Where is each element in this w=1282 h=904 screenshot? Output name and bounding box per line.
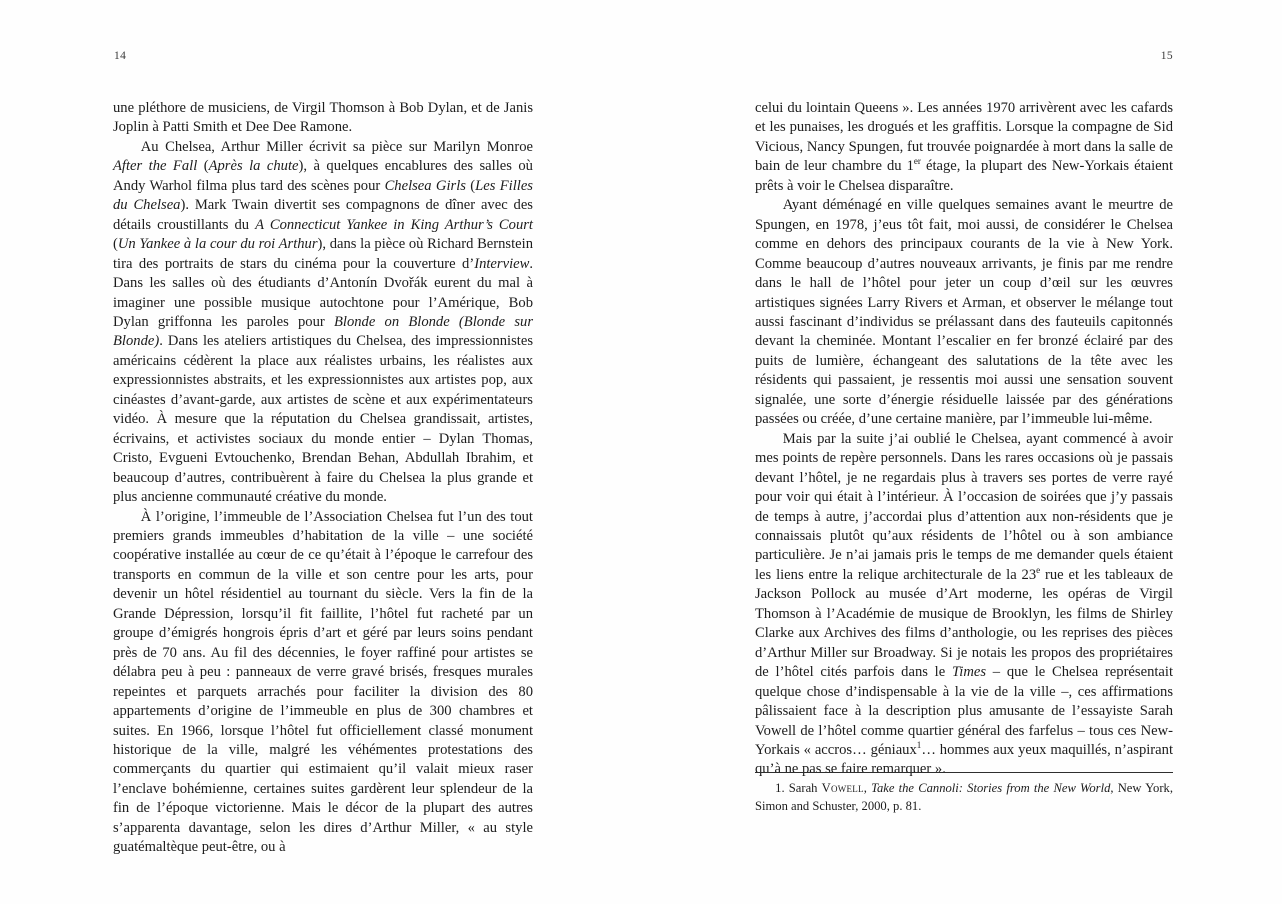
italic-text: Times <box>951 664 987 681</box>
italic-text: Chelsea Girls <box>384 177 466 194</box>
text-column-right <box>755 99 1173 780</box>
italic-text: Take the Cannoli: Stories from the New World <box>871 781 1111 795</box>
italic-text: Interview <box>474 255 530 272</box>
text-run: … hommes aux yeux maquillés, n’aspirant qu’à ne pas se faire remarquer ». <box>755 741 1173 778</box>
text-run: étage, la plupart des New-Yorkais étaient prêts à voir le Chelsea disparaître. <box>755 158 1173 194</box>
text-run: , New York, Simon and Schuster, 2000, p. 81. <box>755 781 1173 813</box>
text-run: Mais par la suite j’ai oublié le Chelsea, ayant commencé à avoir mes points de repère personnels. Dans les rares occasions où je passais devant l’hôtel, je ne regardais plus à travers ses portes de verre rayé pour voir qui était à l’intérieur. À l’occasion de soirées que j’y passais de temps à autre, j’accordai plus d’attention aux non-résidents que je connaissais plutôt qu’aux résidents de l’hôtel ou à son ambiance particulière. Je n’ai jamais pris le temps de me demander quels étaient les liens entre la relique architecturale de la 23 <box>755 430 1173 583</box>
text-run: À l’origine, l’immeuble de l’Association Chelsea fut l’un des tout premiers grands immeubles d’habitation de la ville – une société coopérative installée au cœur de ce qu’était à l’époque le carrefour des transports en commun de la ville et son centre pour les arts, pour devenir un hôtel résidentiel au tournant du siècle. Vers la fin de la Grande Dépression, lorsqu’il fit faillite, l’hôtel fut racheté par un groupe d’émigrés hongrois épris d’art et géré par leurs soins pendant près de 70 ans. Au fil des décennies, le foyer raffiné pour artistes se délabra peu à peu : panneaux de verre gravé brisés, fresques murales repeintes et parquets arrachés pour faciliter la division des 80 appartements d’origine de l’immeuble en plus de 300 chambres et suites. En 1966, lorsque l’hôtel fut officiellement classé monument historique de la ville, malgré les véhémentes protestations des commerçants du quartier qui estimaient qu’il valait mieux raser l’enclave bohémienne, certaines suites gardèrent leur splendeur de la fin de l’époque victorienne. Mais le décor de la plupart des autres s’apparenta davantage, selon les dires d’Arthur Miller, « au style guatémaltèque peut-être, ou à <box>113 508 533 856</box>
paragraph <box>755 430 1173 780</box>
page-number-right: 15 <box>1160 50 1173 62</box>
italic-text: After the Fall <box>113 158 198 175</box>
text-run: ( <box>113 236 118 253</box>
paragraph <box>113 508 533 858</box>
italic-text: A Connecticut Yankee in King Arthur’s Court <box>255 216 533 233</box>
paragraph <box>755 99 1173 196</box>
footnote <box>755 772 1173 815</box>
text-run: Au Chelsea, Arthur Miller écrivit sa pièce sur Marilyn Monroe <box>140 138 533 155</box>
page-number-left: 14 <box>114 50 127 62</box>
text-run: ). Mark Twain divertit ses compagnons de dîner avec des détails croustillants du <box>113 197 533 233</box>
paragraph <box>755 196 1173 429</box>
text-run: ( <box>197 158 209 175</box>
text-run: Ayant déménagé en ville quelques semaines avant le meurtre de Spungen, en 1978, j’eus tôt fait, moi aussi, de considérer le Chelsea comme en dehors des principaux courants de la vie à New York. Comme beaucoup d’autres nouveaux arrivants, je finis par me rendre dans le hall de l’hôtel pour jeter un coup d’œil sur les œuvres artistiques signées Larry Rivers et Arman, et observer le mélange tout aussi fascinant d’individus se prélassant dans des fauteuils capitonnés devant la cheminée. Montant l’escalier en fer bronzé éclairé par des puits de lumière, échangeant des salutations de la tête avec les résidents qui passaient, je ressentis moi aussi une sensation souvent signalée, une sorte d’énergie résiduelle laissée par des générations passées ou créée, d’une certaine manière, par l’immeuble lui-même. <box>755 197 1173 428</box>
footnote-text <box>755 780 1173 815</box>
text-run: celui du lointain Queens ». Les années 1970 arrivèrent avec les cafards et les punaises, les drogués et les graffitis. Lorsque la compagne de Sid Vicious, Nancy Spungen, fut trouvée poignardée à mort dans la salle de bain de leur chambre du 1 <box>755 100 1173 175</box>
superscript: e <box>1036 565 1041 576</box>
italic-text: Les Filles du Chelsea <box>113 177 533 214</box>
paragraph <box>113 99 533 138</box>
text-run: ( <box>465 177 476 194</box>
text-run: – que le Chelsea représentait quelque chose d’indispensable à la vie de la ville –, ces affirmations pâlissaient face à la description plus amusante de l’essayiste Sarah Vowell de l’hôtel comme quartier général des farfelus – tous ces New-Yorkais « accros… géniaux <box>755 664 1174 758</box>
text-run: ), à quelques encablures des salles où Andy Warhol filma plus tard des scènes pour <box>113 158 533 194</box>
superscript: 1 <box>916 740 922 751</box>
italic-text: Après la chute <box>208 158 299 175</box>
text-run: une pléthore de musiciens, de Virgil Thomson à Bob Dylan, et de Janis Joplin à Patti Smith et Dee Dee Ramone. <box>113 100 533 136</box>
text-column-left <box>113 99 533 858</box>
text-run: . Dans les ateliers artistiques du Chelsea, des impressionnistes américains cédèrent la place aux réalistes urbains, les réalistes aux expressionnistes abstraits, et les expressionnistes aux artistes pop, aux cinéastes d’avant-garde, aux artistes de scène et aux expérimentateurs vidéo. À mesure que la réputation du Chelsea grandissait, artistes, écrivains, et activistes sociaux du monde entier – Dylan Thomas, Cristo, Evgueni Evtouchenko, Brendan Behan, Abdullah Ibrahim, et beaucoup d’autres, contribuèrent à faire du Chelsea la plus grande et plus ancienne communauté créative du monde. <box>113 333 533 506</box>
paragraph <box>113 138 533 508</box>
italic-text: Blonde on Blonde (Blonde sur Blonde) <box>113 313 534 350</box>
text-run: rue et les tableaux de Jackson Pollock au musée d’Art moderne, les opéras de Virgil Thomson à l’Académie de musique de Brooklyn, les films de Shirley Clarke aux Archives des films d’anthologie, ou les reprises des pièces d’Arthur Miller sur Broadway. Si je notais les propos des propriétaires de l’hôtel cités parfois dans le <box>755 566 1173 681</box>
smallcaps-text: Vowell <box>821 781 864 795</box>
text-run: . Dans les salles où des étudiants d’Antonín Dvořák eurent du mal à imaginer une possible musique autochtone pour l’Amérique, Bob Dylan griffonna les paroles pour <box>113 255 533 330</box>
text-run: , <box>863 781 872 795</box>
text-run: ), dans la pièce où Richard Bernstein tira des portraits de stars du cinéma pour la couverture d’ <box>113 236 533 272</box>
superscript: er <box>913 156 921 167</box>
italic-text: Un Yankee à la cour du roi Arthur <box>117 236 318 253</box>
text-run: 1. Sarah <box>775 781 822 795</box>
footnote-divider <box>755 772 1173 773</box>
